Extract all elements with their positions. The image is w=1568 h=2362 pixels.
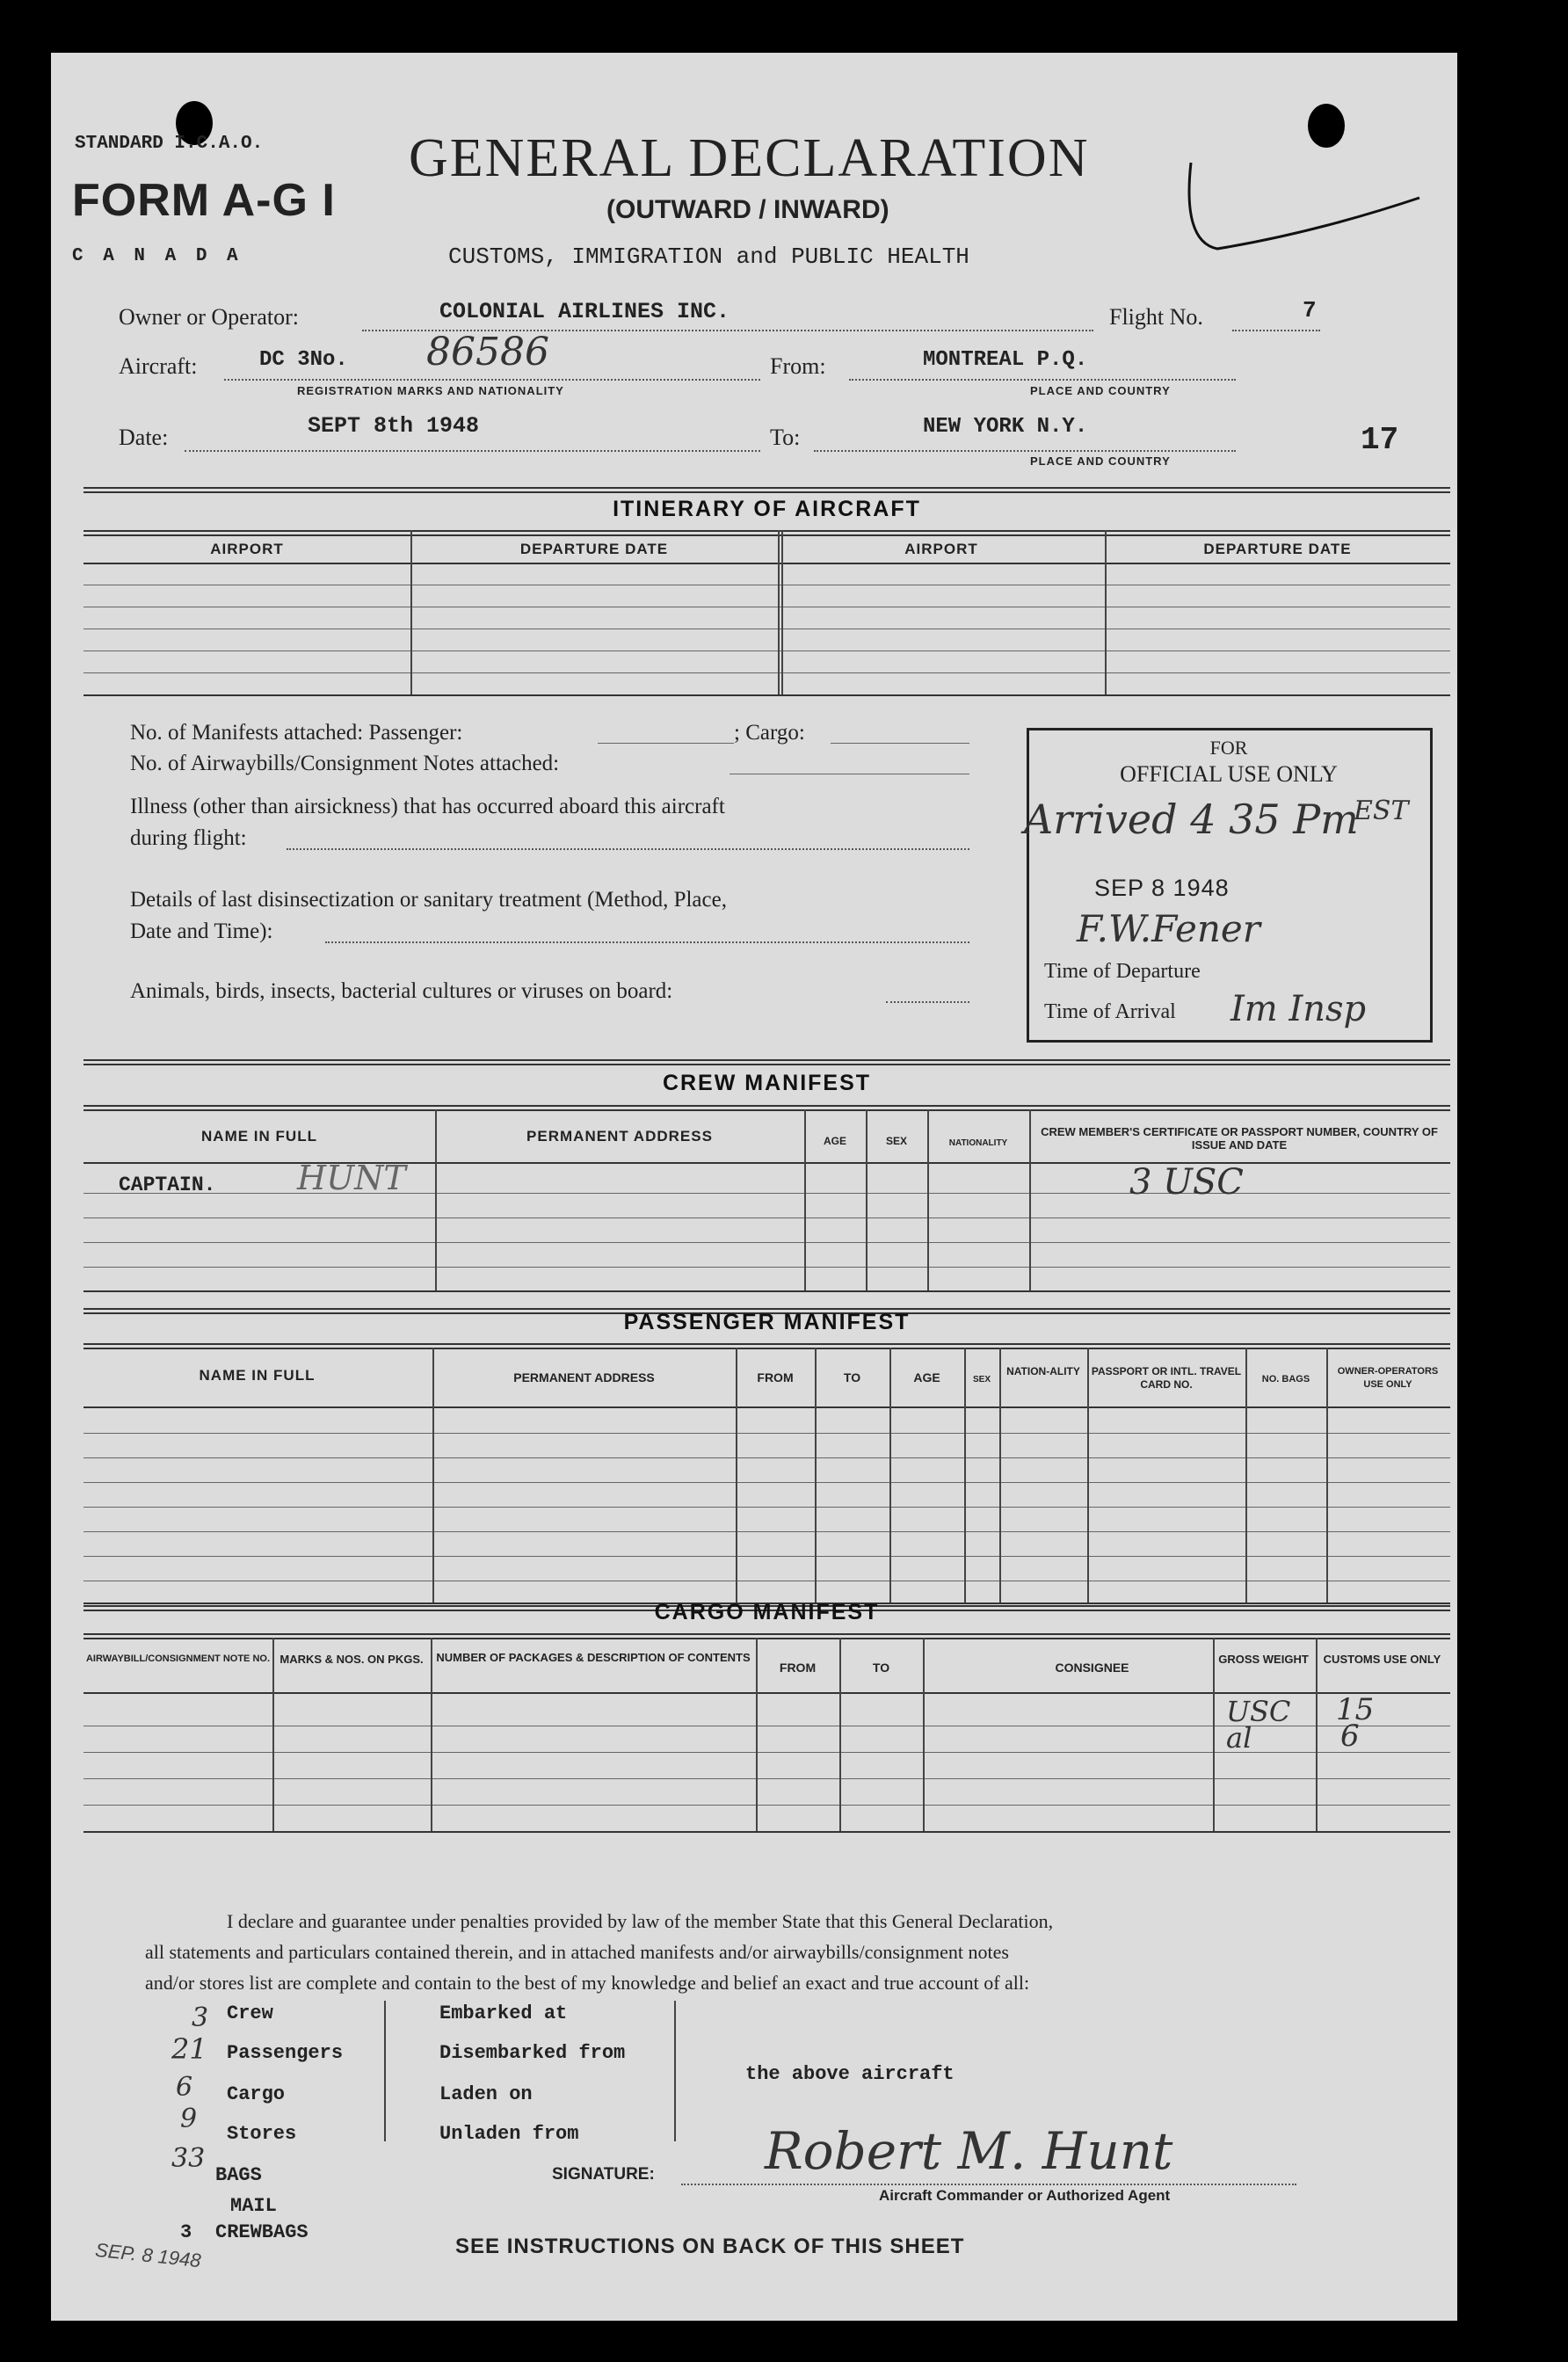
cargo-col-airwaybill: AIRWAYBILL/CONSIGNMENT NOTE NO.: [85, 1653, 270, 1664]
crew-row1-name-handwritten: HUNT: [297, 1159, 406, 1197]
cargo-col-from: FROM: [779, 1661, 817, 1675]
disinsectization-label-line2: Date and Time):: [130, 919, 273, 943]
est-handwritten: EST: [1354, 796, 1409, 826]
passenger-col-nationality: NATION-ALITY: [1006, 1365, 1080, 1377]
form-number: FORM A-G I: [72, 175, 336, 226]
aircraft-value: DC 3No.: [259, 348, 348, 372]
from-caption: PLACE AND COUNTRY: [1030, 384, 1171, 397]
tally-stores-count: 9: [180, 2104, 198, 2134]
disembarked-label: Disembarked from: [439, 2042, 626, 2064]
passenger-manifest-title: PASSENGER MANIFEST: [623, 1310, 911, 1334]
crew-col-address: PERMANENT ADDRESS: [526, 1128, 713, 1145]
arrival-date-stamp: SEP 8 1948: [1094, 875, 1230, 901]
time-of-arrival-label: Time of Arrival: [1044, 1000, 1176, 1023]
date-value: SEPT 8th 1948: [308, 413, 480, 439]
itinerary-col-airport-1: AIRPORT: [210, 541, 284, 557]
illness-label-line2: during flight:: [130, 826, 247, 850]
itinerary-col-airport-2: AIRPORT: [904, 541, 978, 557]
to-label: To:: [770, 425, 801, 450]
tally-crewbags-label: CREWBAGS: [215, 2221, 309, 2243]
tally-stores-label: Stores: [227, 2123, 297, 2145]
animals-label: Animals, birds, insects, bacterial cultures or viruses on board:: [130, 979, 673, 1003]
crew-col-nationality: NATIONALITY: [948, 1138, 1008, 1148]
crew-col-name: NAME IN FULL: [201, 1128, 317, 1145]
cargo-manifest-title: CARGO MANIFEST: [654, 1600, 880, 1624]
cargo-col-marks: MARKS & NOS. ON PKGS.: [279, 1653, 424, 1666]
inspector-signature-handwritten: Im Insp: [1230, 989, 1367, 1029]
flight-value: 7: [1303, 297, 1317, 323]
tally-crewbags-count: 3: [180, 2221, 192, 2243]
cargo-col-packages: NUMBER OF PACKAGES & DESCRIPTION OF CONTENTS: [436, 1651, 751, 1664]
passenger-col-owner: OWNER-OPERATORS USE ONLY: [1337, 1366, 1439, 1390]
tally-bags-label: BAGS: [215, 2164, 262, 2186]
passenger-col-address: PERMANENT ADDRESS: [513, 1370, 655, 1384]
signature-caption: Aircraft Commander or Authorized Agent: [879, 2187, 1171, 2204]
cargo-manifest-label: ; Cargo:: [734, 721, 805, 745]
laden-label: Laden on: [439, 2083, 533, 2105]
passenger-col-to: TO: [843, 1370, 861, 1384]
tally-mail-label: MAIL: [230, 2195, 277, 2217]
crew-row1-name: CAPTAIN.: [119, 1174, 216, 1196]
signature-handwritten: Robert M. Hunt: [765, 2121, 1173, 2181]
passenger-col-sex: SEX: [972, 1375, 991, 1384]
itinerary-col-departure-1: DEPARTURE DATE: [519, 541, 669, 557]
passenger-col-passport: PASSPORT OR INTL. TRAVEL CARD NO.: [1091, 1365, 1242, 1391]
cargo-col-customs: CUSTOMS USE ONLY: [1323, 1653, 1441, 1666]
aircraft-caption: REGISTRATION MARKS AND NATIONALITY: [297, 384, 564, 397]
to-caption: PLACE AND COUNTRY: [1030, 454, 1171, 468]
illness-label: Illness (other than airsickness) that has occurred aboard this aircraft: [130, 795, 725, 818]
cargo-col-to: TO: [872, 1661, 890, 1675]
binder-hole-right: [1308, 104, 1345, 148]
official-title: OFFICIAL USE ONLY: [1120, 761, 1338, 787]
tally-passengers-label: Passengers: [227, 2042, 344, 2064]
aircraft-registration-handwritten: 86586: [426, 330, 549, 374]
passenger-col-from: FROM: [757, 1370, 794, 1384]
direction-label: (OUTWARD / INWARD): [606, 195, 889, 224]
cargo-row1-customs-handwritten: 15: [1336, 1692, 1375, 1727]
airwaybills-label: No. of Airwaybills/Consignment Notes attached:: [130, 752, 560, 775]
aircraft-label: Aircraft:: [119, 353, 198, 379]
crew-col-sex: SEX: [885, 1135, 907, 1147]
owner-value: COLONIAL AIRLINES INC.: [439, 299, 730, 324]
crew-col-certificate: CREW MEMBER'S CERTIFICATE OR PASSPORT NUMBER, COUNTRY OF ISSUE AND DATE: [1041, 1125, 1438, 1152]
itinerary-title: ITINERARY OF AIRCRAFT: [613, 497, 921, 521]
crew-row1-certificate-handwritten: 3 USC: [1129, 1162, 1244, 1203]
cargo-row2-customs-handwritten: 6: [1340, 1719, 1360, 1754]
owner-label: Owner or Operator:: [119, 304, 300, 330]
tally-bags-count: 33: [171, 2143, 206, 2174]
manifests-label: No. of Manifests attached: Passenger:: [130, 721, 463, 745]
tally-cargo-count: 6: [176, 2072, 193, 2103]
itinerary-col-departure-2: DEPARTURE DATE: [1203, 541, 1352, 557]
passenger-col-age: AGE: [913, 1370, 940, 1384]
tally-crew-label: Crew: [227, 2002, 273, 2024]
officer-initials-handwritten: F.W.Fener: [1077, 907, 1260, 950]
passenger-col-bags: NO. BAGS: [1261, 1374, 1310, 1384]
signature-label: SIGNATURE:: [552, 2165, 655, 2184]
above-aircraft-label: the above aircraft: [745, 2063, 955, 2085]
tally-cargo-label: Cargo: [227, 2083, 286, 2105]
cargo-row1-weight-handwritten: USC: [1226, 1695, 1291, 1728]
standard-label: STANDARD I.C.A.O.: [75, 134, 264, 154]
cargo-col-consignee: CONSIGNEE: [1055, 1661, 1129, 1675]
disinsectization-label: Details of last disinsectization or sanitary treatment (Method, Place,: [130, 888, 727, 912]
unladen-label: Unladen from: [439, 2123, 579, 2145]
tally-crew-count: 3: [192, 2002, 209, 2033]
cargo-col-gross-weight: GROSS WEIGHT: [1218, 1653, 1309, 1666]
form-title: GENERAL DECLARATION: [409, 128, 1090, 188]
crew-manifest-title: CREW MANIFEST: [662, 1071, 872, 1095]
country-label: C A N A D A: [72, 246, 243, 266]
footer-instructions: SEE INSTRUCTIONS ON BACK OF THIS SHEET: [455, 2235, 965, 2258]
declaration-line-3: and/or stores list are complete and contain to the best of my knowledge and belief an exact and true account of all:: [145, 1972, 1030, 1994]
checkmark-icon: [1182, 154, 1428, 264]
declaration-line-2: all statements and particulars contained therein, and in attached manifests and/or airwaybills/consignment notes: [145, 1941, 1009, 1963]
embarked-label: Embarked at: [439, 2002, 568, 2024]
from-value: MONTREAL P.Q.: [923, 348, 1088, 372]
date-label: Date:: [119, 425, 169, 450]
crew-col-age: AGE: [823, 1135, 846, 1147]
time-of-departure-label: Time of Departure: [1044, 960, 1201, 983]
passenger-col-name: NAME IN FULL: [199, 1367, 316, 1384]
cargo-row2-weight-handwritten: al: [1226, 1721, 1252, 1755]
declaration-line-1: I declare and guarantee under penalties provided by law of the member State that this General Declaration,: [227, 1910, 1054, 1932]
tally-passengers-count: 21: [171, 2032, 207, 2066]
form-subtitle: CUSTOMS, IMMIGRATION and PUBLIC HEALTH: [448, 243, 969, 270]
from-label: From:: [770, 353, 826, 379]
official-for-label: FOR: [1209, 737, 1248, 759]
footer-date-stamp: SEP. 8 1948: [94, 2238, 202, 2272]
flight-label: Flight No.: [1109, 304, 1203, 330]
page-number: 17: [1361, 422, 1399, 458]
arrived-time-handwritten: Arrived 4 35 Pm: [1024, 796, 1359, 843]
to-value: NEW YORK N.Y.: [923, 415, 1088, 439]
